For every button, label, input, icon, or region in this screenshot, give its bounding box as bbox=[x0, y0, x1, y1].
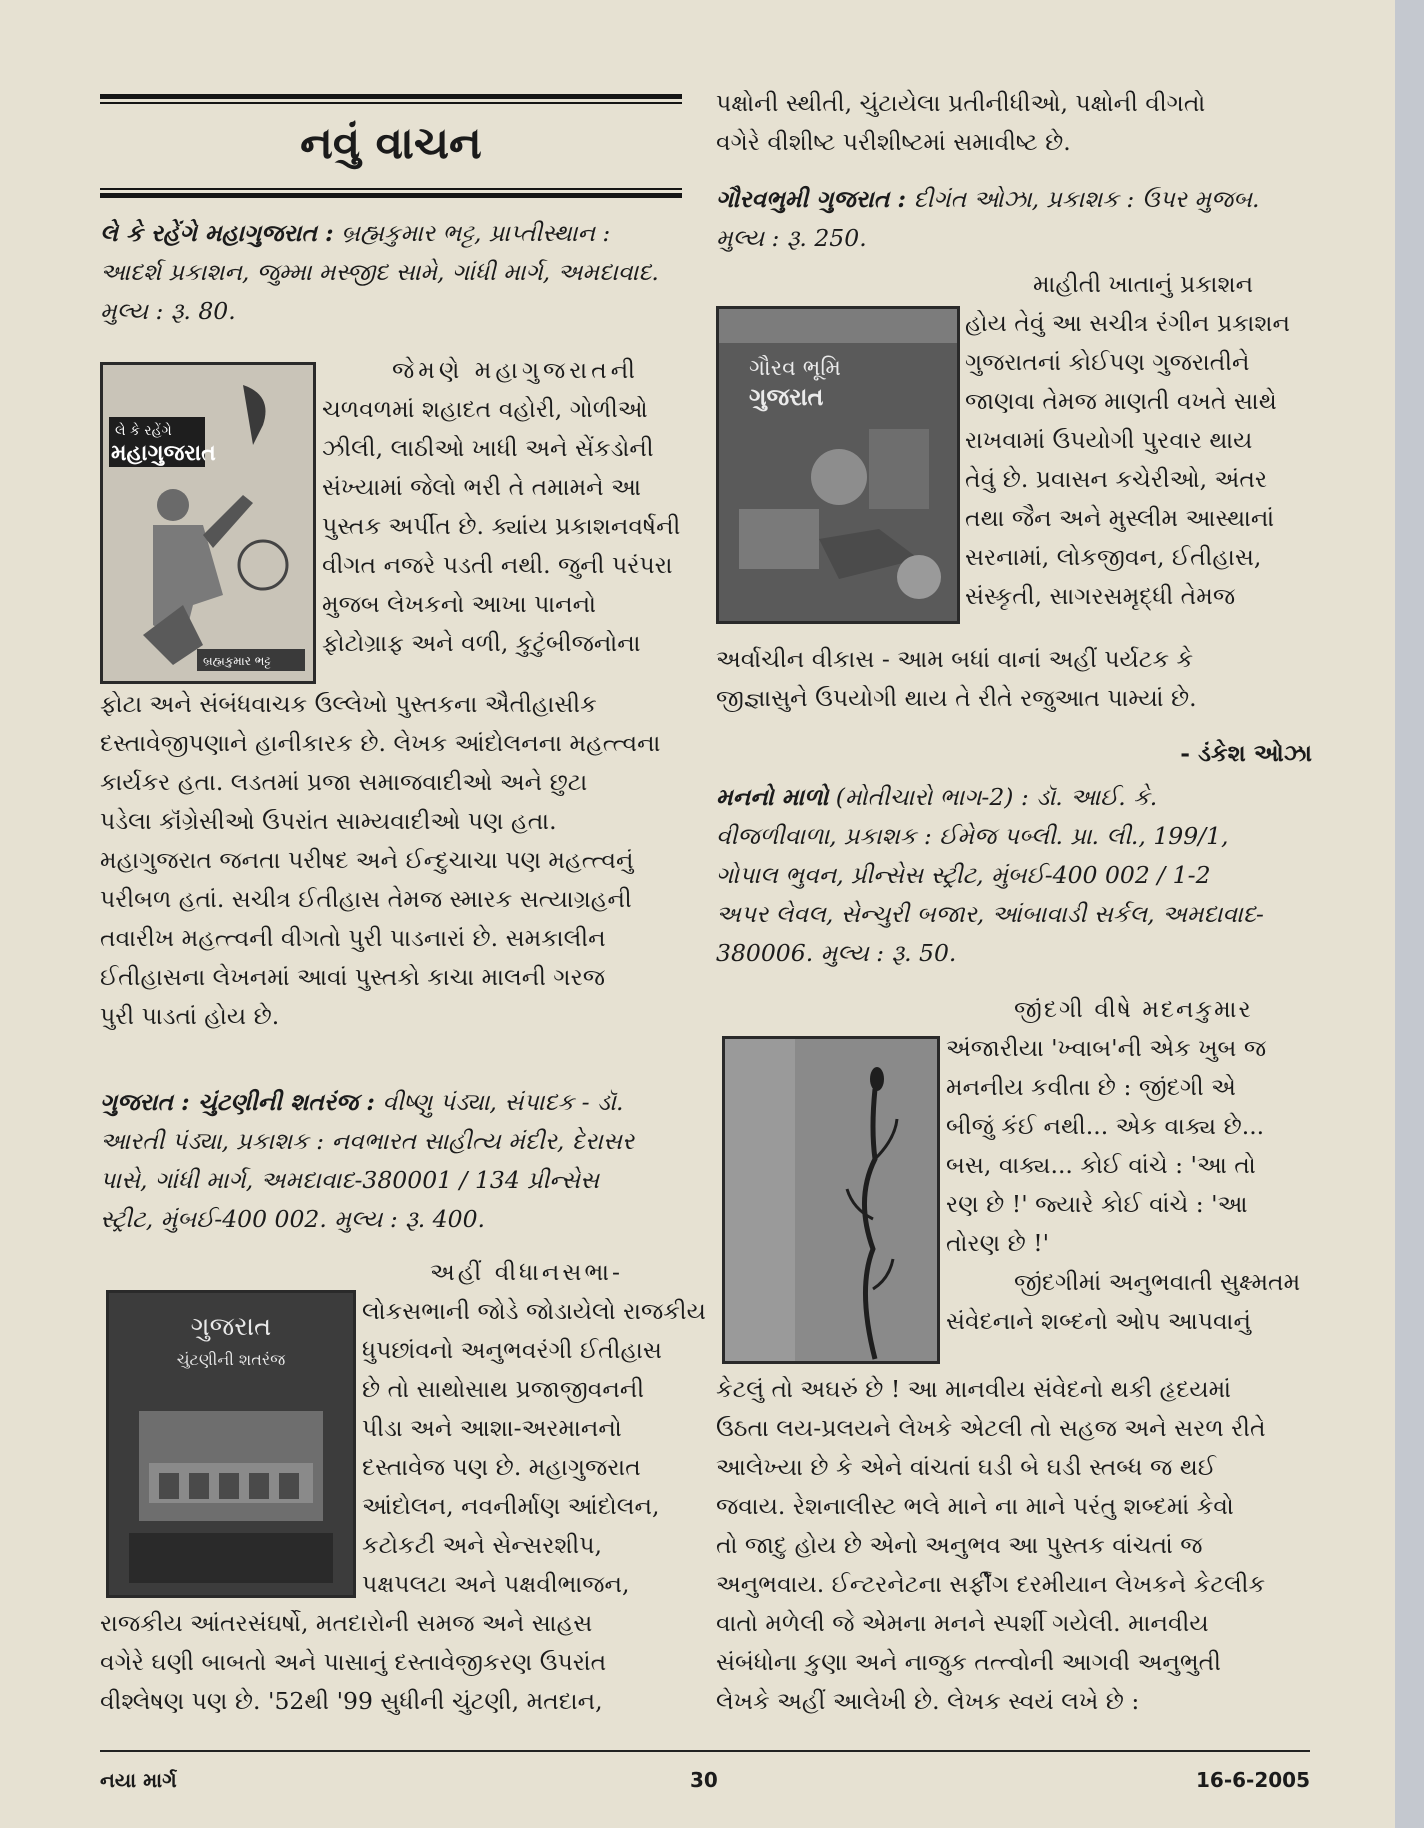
book1-review-wrap: જેમણે મહાગુજરાતની ચળવળમાં શહાદત વહોરી, ગોળીઓ ઝીલી, લાઠીઓ ખાધી અને સેંકડોની સંખ્યામાં જેલો ભરી તે તમામને આ પુસ્તક અર્પીત છે. ક્યાંય પ્રકાશનવર્ષની વીગત નજરે પડતી નથી. જુની પરંપરા મુજબ લેખકનો આખા પાનનો ફોટોગ્રાફ અને વળી, કુટુંબીજનોના bbox=[322, 356, 681, 657]
book2-cover-image bbox=[106, 1290, 356, 1598]
book4-title: મનનો માળો bbox=[716, 783, 829, 811]
book3-reviewer-signature: - ડંકેશ ઓઝા bbox=[1180, 739, 1312, 767]
book3-cover-title2: ગુજરાત bbox=[749, 383, 824, 411]
book2-review-wrap: અહીં વીધાનસભા- લોકસભાની જોડે જોડાયેલો રાજકીય ધુપછાંવનો અનુભવરંગી ઈતીહાસ છે તો સાથોસાથ પ્રજાજીવનની પીડા અને આશા-અરમાનનો દસ્તાવેજ પણ છે. મહાગુજરાત આંદોલન, નવનીર્માણ આંદોલન, કટોકટી અને સેન્સરશીપ, પક્ષપલટા અને પક્ષવીભાજન, bbox=[362, 1258, 706, 1598]
book3-review-wrap: માહીતી ખાતાનું પ્રકાશન હોય તેવું આ સચીત્ર રંગીન પ્રકાશન ગુજરાતનાં કોઈપણ ગુજરાતીને જાણવા તેમજ માણતી વખતે સાથે રાખવામાં ઉપયોગી પુરવાર થાય તેવું છે. પ્રવાસન કચેરીઓ, અંતર તથા જૈન અને મુસ્લીમ આસ્થાનાં સરનામાં, લોકજીવન, ઈતીહાસ, સંસ્કૃતી, સાગરસમૃદ્ધી તેમજ bbox=[965, 270, 1291, 610]
book3-citation: ગૌરવભુમી ગુજરાત : દીગંત ઓઝા, પ્રકાશક : ઉપર મુજબ. મુલ્ય : રૂ. 250. bbox=[716, 185, 1260, 252]
book2-cover-title: ગુજરાત bbox=[190, 1312, 272, 1342]
book2-title: ગુજરાત : ચુંટણીની શતરંજ : bbox=[100, 1088, 375, 1116]
book4-citation: મનનો માળો (મોતીચારો ભાગ-2) : ડૉ. આઈ. કે. વીજળીવાળા, પ્રકાશક : ઈમેજ પબ્લી. પ્રા. લી., 199/1, ગોપાલ ભુવન, પ્રીન્સેસ સ્ટ્રીટ, મુંબઈ-400 002 / 1-2 અપર લેવલ, સેન્ચુરી બજાર, આંબાવાડી સર્કલ, અમદાવાદ- 380006. મુલ્ય : રૂ. 50. bbox=[716, 783, 1264, 967]
book1-cover-title: લે કે રહેંગે bbox=[115, 423, 172, 439]
book1-title: લે કે રહેંગે મહાગુજરાત : bbox=[100, 219, 334, 247]
book3-cover-image bbox=[716, 306, 960, 624]
book2-review-body: રાજકીય આંતરસંઘર્ષો, મતદારોની સમજ અને સાહસ વગેરે ઘણી બાબતો અને પાસાનું દસ્તાવેજીકરણ ઉપરાંત વીશ્લેષણ પણ છે. '52થી '99 સુધીની ચુંટણી, મતદાન, bbox=[100, 1609, 607, 1715]
scan-edge bbox=[1395, 0, 1424, 1828]
book2-review-continued: પક્ષોની સ્થીતી, ચુંટાયેલા પ્રતીનીધીઓ, પક્ષોની વીગતો વગેરે વીશીષ્ટ પરીશીષ્ટમાં સમાવીષ્ટ છે. bbox=[716, 89, 1206, 156]
book1-cover-author: બ્રહ્મકુમાર ભટ્ટ bbox=[203, 654, 271, 668]
footer-publication: નયા માર્ગ bbox=[100, 1768, 177, 1792]
footer-rule bbox=[100, 1750, 1310, 1752]
book2-cover-title2: ચુંટણીની શતરંજ bbox=[176, 1350, 286, 1369]
section-title: નવું વાચન bbox=[300, 118, 482, 169]
header-rule-bottom bbox=[100, 193, 682, 198]
book4-cover-image bbox=[722, 1036, 940, 1364]
book4-review-body: કેટલું તો અઘરું છે ! આ માનવીય સંવેદનો થકી હૃદયમાં ઉઠતા લય-પ્રલયને લેખકે એટલી તો સહજ અને સરળ રીતે આલેખ્યા છે કે એને વાંચતાં ઘડી બે ઘડી સ્તબ્ધ જ થઈ જવાય. રેશનાલીસ્ટ ભલે માને ના માને પરંતુ શબ્દમાં કેવો તો જાદુ હોય છે એનો અનુભવ આ પુસ્તક વાંચતાં જ અનુભવાય. ઈન્ટરનેટના સર્ફીંગ દરમીયાન લેખકને કેટલીક વાતો મળેલી જે એમના મનને સ્પર્શી ગયેલી. માનવીય સંબંધોના કુણા અને નાજુક તત્ત્વોની આગવી અનુભુતી લેખકે અહીં આલેખી છે. લેખક સ્વયં લખે છે : bbox=[716, 1375, 1266, 1715]
page-number: 30 bbox=[690, 1768, 718, 1792]
book1-citation: લે કે રહેંગે મહાગુજરાત : બ્રહ્મકુમાર ભટ્ટ, પ્રાપ્તીસ્થાન : આદર્શ પ્રકાશન, જુમ્મા મસ્જીદ સામે, ગાંધી માર્ગ, અમદાવાદ. મુલ્ય : રૂ. 80. bbox=[100, 219, 659, 325]
header-rule-top-thin bbox=[100, 102, 682, 104]
book3-review-body: અર્વાચીન વીકાસ - આમ બધાં વાનાં અહીં પર્યટક કે જીજ્ઞાસુને ઉપયોગી થાય તે રીતે રજુઆત પામ્યાં છે. bbox=[716, 645, 1197, 712]
book1-cover-image bbox=[100, 362, 316, 684]
book3-title: ગૌરવભુમી ગુજરાત : bbox=[716, 185, 907, 213]
footer-date: 16-6-2005 bbox=[1196, 1768, 1311, 1792]
header-rule-bottom-thin bbox=[100, 188, 682, 190]
book4-review-wrap: જીંદગી વીષે મદનકુમાર અંજારીયા 'ખ્વાબ'ની એક ખુબ જ મનનીય કવીતા છે : જીંદગી એ બીજું કંઈ નથી... એક વાક્ય છે... બસ, વાક્ય... કોઈ વાંચે : 'આ તો રણ છે !' જ્યારે કોઈ વાંચે : 'આ તોરણ છે !' જીંદગીમાં અનુભવાતી સુક્ષ્મતમ સંવેદનાને શબ્દનો ઓપ આપવાનું bbox=[946, 995, 1301, 1335]
book1-cover-title2: મહાગુજરાત bbox=[111, 441, 216, 466]
header-rule-top bbox=[100, 94, 682, 99]
book1-review-body: ફોટા અને સંબંધવાચક ઉલ્લેખો પુસ્તકના ઐતીહાસીક દસ્તાવેજીપણાને હાનીકારક છે. લેખક આંદોલનના મહત્ત્વના કાર્યકર હતા. લડતમાં પ્રજા સમાજવાદીઓ અને છુટા પડેલા કૉંગ્રેસીઓ ઉપરાંત સામ્યવાદીઓ પણ હતા. મહાગુજરાત જનતા પરીષદ અને ઈન્દુચાચા પણ મહત્ત્વનું પરીબળ હતાં. સચીત્ર ઈતીહાસ તેમજ સ્મારક સત્યાગ્રહની તવારીખ મહત્ત્વની વીગતો પુરી પાડનારાં છે. સમકાલીન ઈતીહાસના લેખનમાં આવાં પુસ્તકો કાચા માલની ગરજ પુરી પાડતાં હોય છે. bbox=[100, 690, 661, 1030]
book3-cover-title: ગૌરવ ભૂમિ bbox=[749, 356, 841, 381]
book2-citation: ગુજરાત : ચુંટણીની શતરંજ : વીષ્ણુ પંડ્યા, સંપાદક - ડૉ. આરતી પંડ્યા, પ્રકાશક : નવભારત સાહીત્ય મંદીર, દેરાસર પાસે, ગાંધી માર્ગ, અમદાવાદ-380001 / 134 પ્રીન્સેસ સ્ટ્રીટ, મુંબઈ-400 002. મુલ્ય : રૂ. 400. bbox=[100, 1088, 635, 1233]
